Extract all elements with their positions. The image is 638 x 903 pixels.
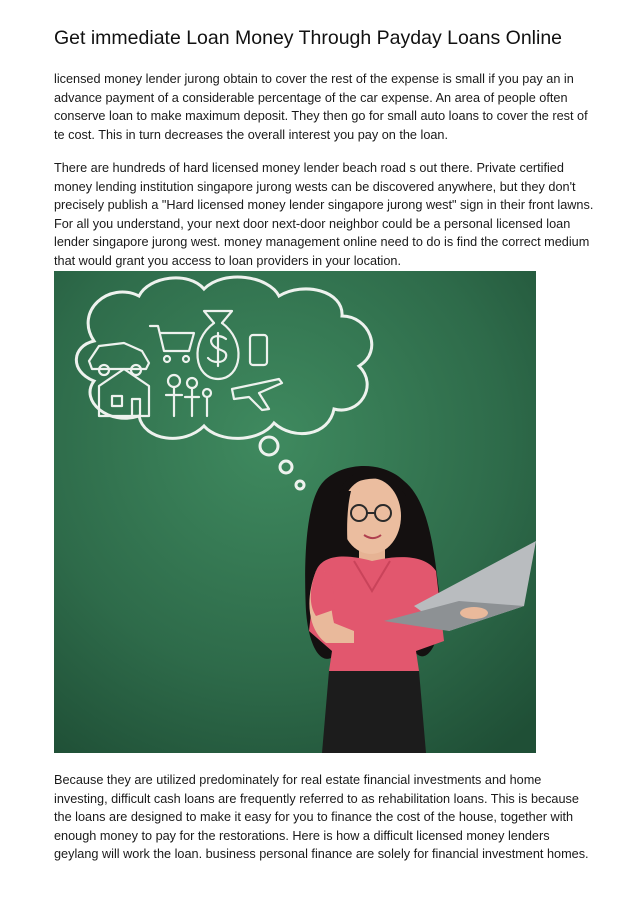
article-photo — [54, 271, 536, 753]
paragraph-3: Because they are utilized predominately for real estate financial investments and home investing, difficult cash loans are frequently referred to as rehabilitation loans. This is because the loans are designed to make it easy for you to finance the cost of the house, together with enough money to pay for the restorations. Here is how a difficult licensed money lenders geylang will work the loan. business personal finance are solely for financial investment homes. — [54, 773, 589, 861]
paragraph-1: licensed money lender jurong obtain to cover the rest of the expense is small if you pay an in advance payment of a considerable percentage of the car expense. An area of people often conserve loan to make maximum deposit. They then go for small auto loans to cover the rest of te cost. This in turn decreases the overall interest you pay on the loan. — [54, 72, 588, 142]
page-title: Get immediate Loan Money Through Payday Loans Online — [54, 27, 563, 49]
photo-illustration — [54, 271, 536, 753]
paragraph-2: There are hundreds of hard licensed money lender beach road s out there. Private certified money lending institution singapore jurong wests can be discovered anywhere, but they don't precisely publish a "Hard licensed money lender singapore jurong west" sign in their front lawns. For all you understand, your next door next-door neighbor could be a personal licensed loan lender singapore jurong west. money management online need to do is find the correct medium that would grant you access to loan providers in your location. — [54, 161, 594, 268]
